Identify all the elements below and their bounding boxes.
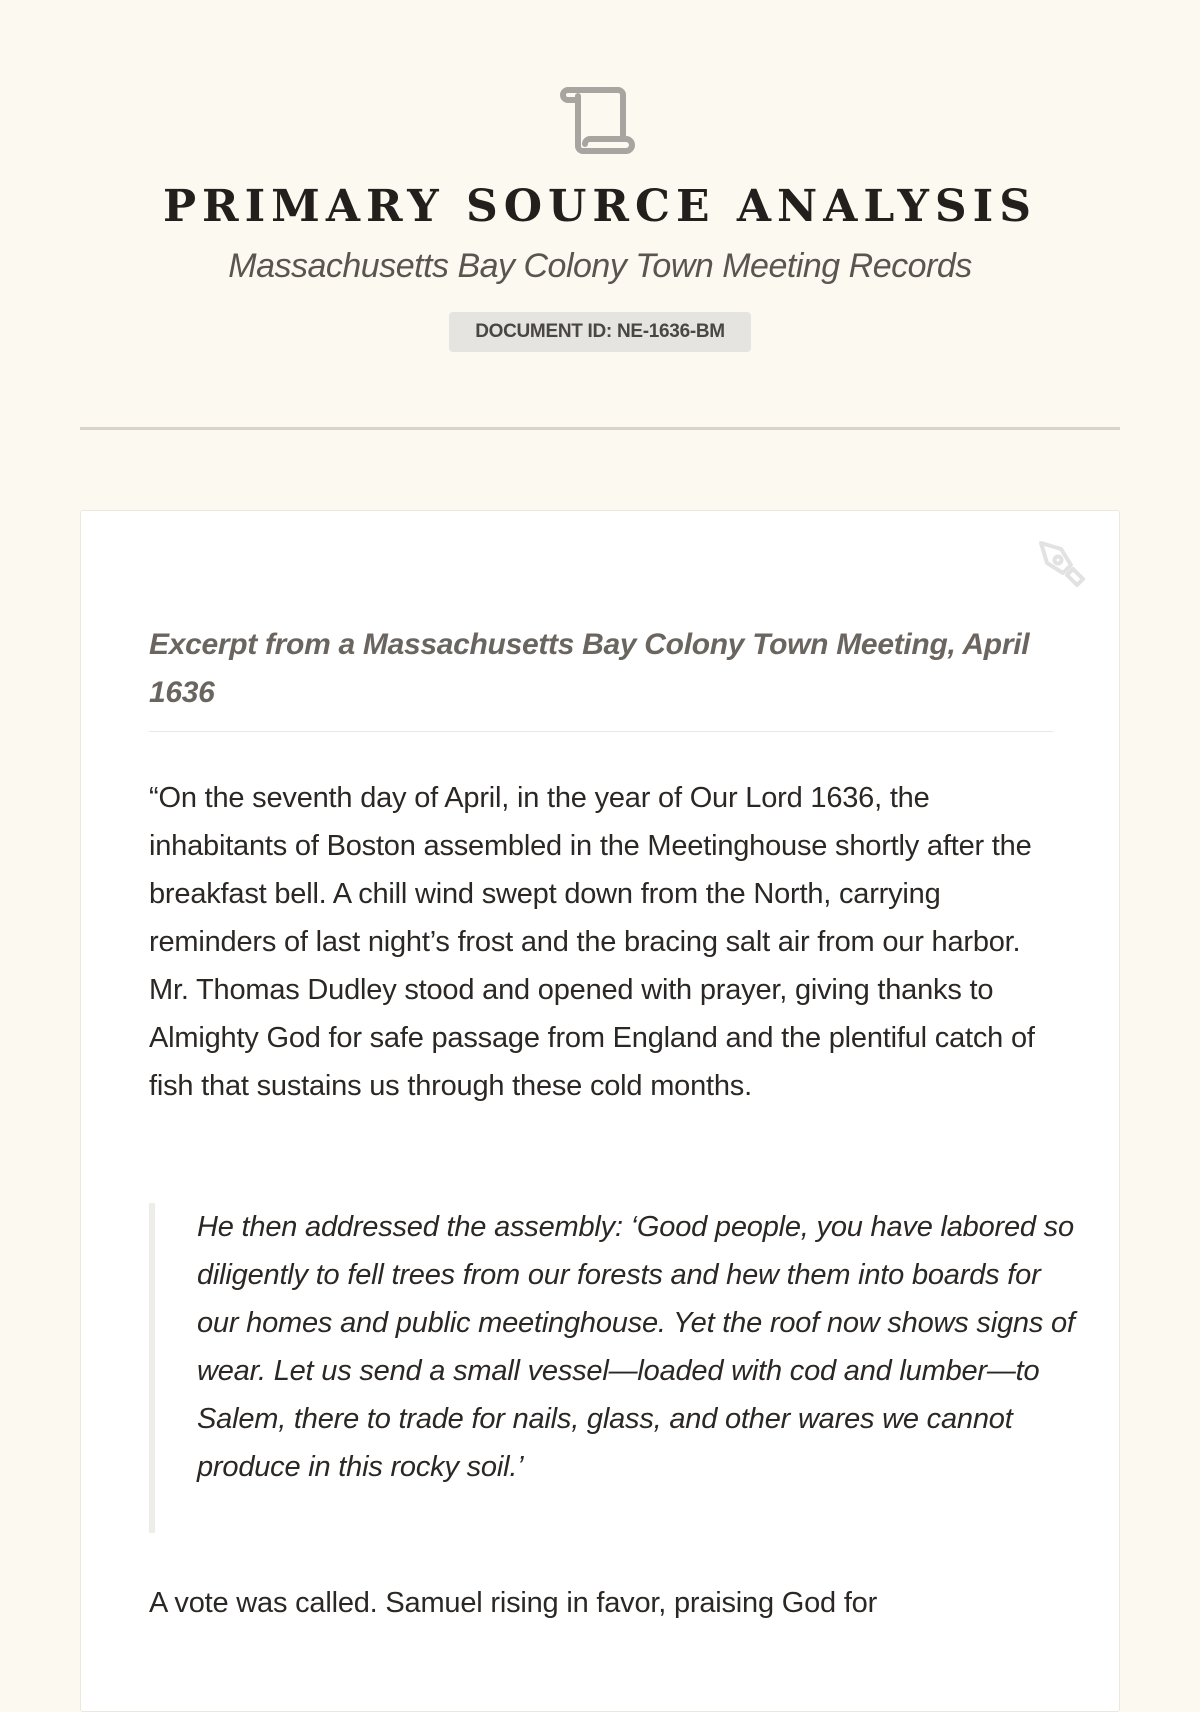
page-title: PRIMARY SOURCE ANALYSIS (162, 181, 1038, 232)
document-id-badge: DOCUMENT ID: NE-1636-BM (449, 312, 751, 352)
paragraph: A vote was called. Samuel rising in favor, praising God for (149, 1587, 878, 1619)
paragraph: “On the seventh day of April, in the year of Our Lord 1636, the inhabitants of Boston assembled in the Meetinghouse shortly after the breakfast bell. A chill wind swept down from the North, carrying reminders of last night’s frost and the bracing salt air from our harbor. Mr. Thomas Dudley stood and opened with prayer, giving thanks to Almighty God for safe passage from England and the plentiful catch of fish that sustains us through these cold months. (149, 782, 1035, 1102)
scroll-icon (560, 84, 640, 156)
pen-nib-icon (1037, 539, 1091, 593)
page-header (0, 0, 1200, 352)
header-divider (80, 427, 1120, 430)
excerpt-title: Excerpt from a Massachusetts Bay Colony Town Meeting, April 1636 (149, 628, 1030, 709)
page-subtitle: Massachusetts Bay Colony Town Meeting Records (228, 247, 972, 286)
card-divider (149, 731, 1053, 732)
source-card (80, 510, 1120, 1712)
blockquote: He then addressed the assembly: ‘Good people, you have labored so diligently to fell trees from our forests and hew them into boards for our homes and public meetinghouse. Yet the roof now shows signs of wear. Let us send a small vessel—loaded with cod and lumber—to Salem, there to trade for nails, glass, and other wares we cannot produce in this rocky soil.’ (149, 1203, 1077, 1533)
